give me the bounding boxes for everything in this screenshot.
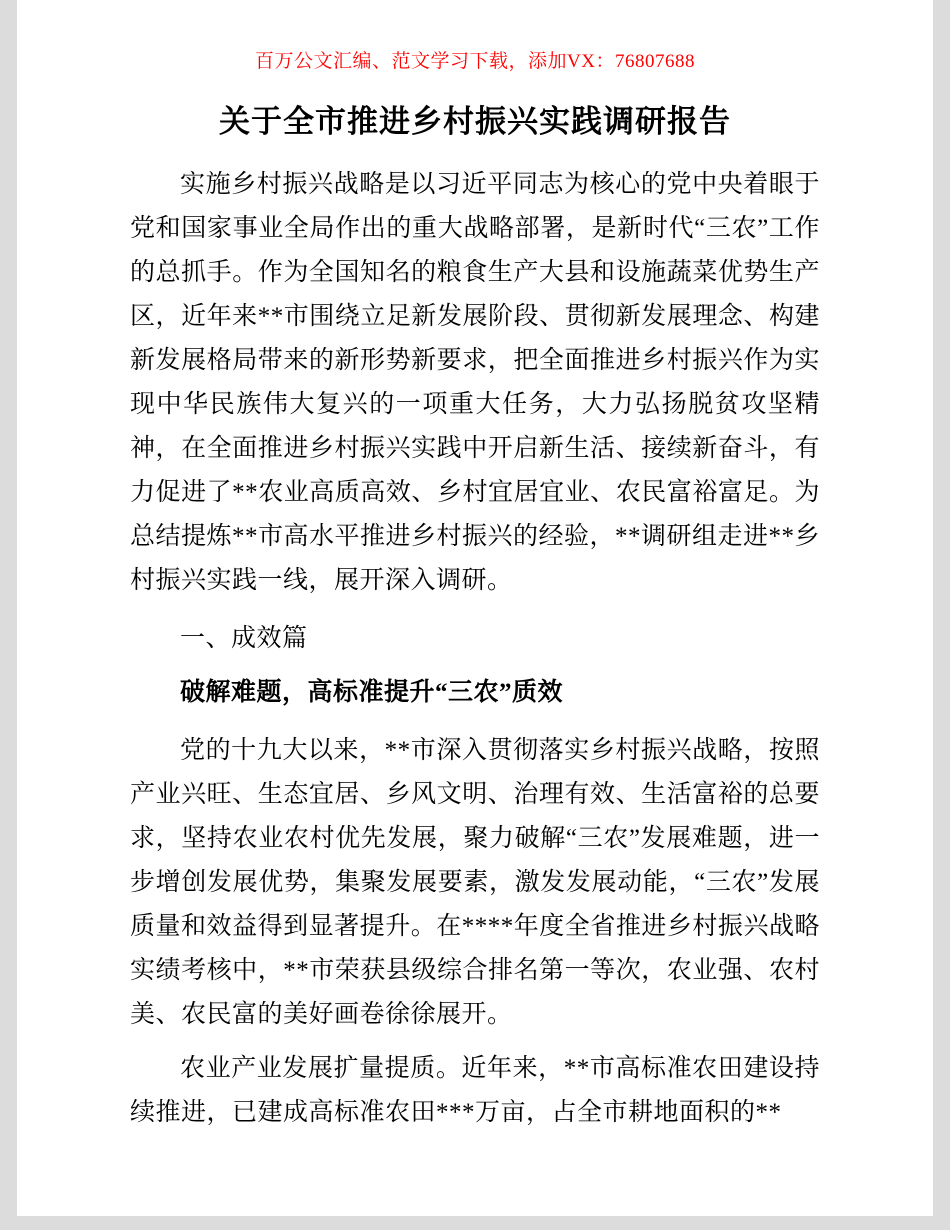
document-title: 关于全市推进乡村振兴实践调研报告 (219, 104, 731, 139)
document-page (17, 0, 933, 1216)
sub-heading-1: 破解难题，高标准提升“三农”质效 (180, 679, 564, 706)
paragraph-agriculture: 农业产业发展扩量提质。近年来，**市高标准农田建设持续推进，已建成高标准农田***万亩，占全市耕地面积的** (130, 1055, 820, 1126)
section-heading-1: 一、成效篇 (180, 625, 308, 652)
promo-banner-text: 百万公文汇编、范文学习下载，添加VX：76807688 (255, 51, 695, 72)
paragraph-intro: 实施乡村振兴战略是以习近平同志为核心的党中央着眼于党和国家事业全局作出的重大战略部署，是新时代“三农”工作的总抓手。作为全国知名的粮食生产大县和设施蔬菜优势生产区，近年来**市围绕立足新发展阶段、贯彻新发展理念、构建新发展格局带来的新形势新要求，把全面推进乡村振兴作为实现中华民族伟大复兴的一项重大任务，大力弘扬脱贫攻坚精神，在全面推进乡村振兴实践中开启新生活、接续新奋斗，有力促进了**农业高质高效、乡村宜居宜业、农民富裕富足。为总结提炼**市高水平推进乡村振兴的经验，**调研组走进**乡村振兴实践一线，展开深入调研。 (130, 171, 821, 594)
paragraph-achievements: 党的十九大以来，**市深入贯彻落实乡村振兴战略，按照产业兴旺、生态宜居、乡风文明、治理有效、生活富裕的总要求，坚持农业农村优先发展，聚力破解“三农”发展难题，进一步增创发展优势，集聚发展要素，激发发展动能，“三农”发展质量和效益得到显著提升。在****年度全省推进乡村振兴战略实绩考核中，**市荣获县级综合排名第一等次，农业强、农村美、农民富的美好画卷徐徐展开。 (130, 737, 820, 1028)
